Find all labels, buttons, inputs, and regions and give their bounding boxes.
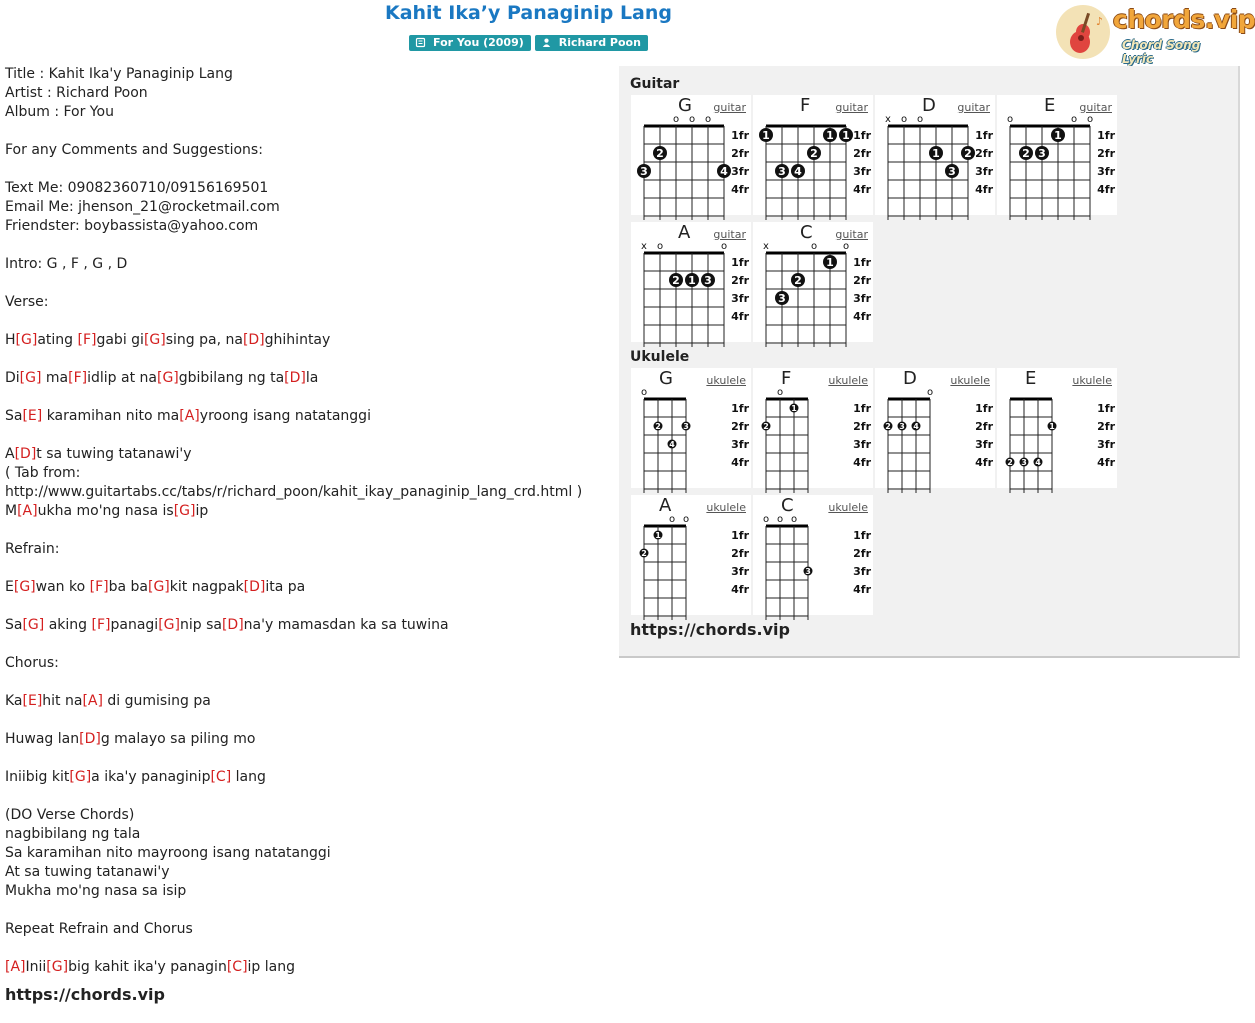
ukulele-chord-card-d[interactable]	[875, 368, 995, 488]
open-string-marker: o	[790, 514, 798, 525]
ukulele-chord-card-a[interactable]	[631, 495, 751, 615]
finger-number: 1	[826, 256, 834, 269]
finger-number: 3	[778, 165, 786, 178]
user-icon	[542, 38, 551, 47]
lyric-text: big kahit ika'y panagin	[68, 959, 227, 975]
lyric-text: nip sa	[179, 617, 222, 633]
fret-label: 2fr	[853, 274, 871, 287]
open-string-marker: o	[640, 387, 648, 398]
svg-text:♪: ♪	[1096, 15, 1104, 28]
fret-label: 3fr	[1097, 165, 1115, 178]
chord-marker[interactable]: [C]	[226, 959, 248, 975]
lyric-line	[5, 578, 605, 597]
finger-number: 3	[948, 165, 956, 178]
lyric-text: Sa	[5, 408, 23, 424]
chord-marker[interactable]: [F]	[68, 370, 88, 386]
chord-name: C	[800, 222, 813, 243]
lyric-line	[5, 768, 605, 787]
chord-marker[interactable]: [A]	[17, 503, 38, 519]
open-string-marker: o	[926, 387, 934, 398]
lyric-line	[5, 920, 605, 939]
fret-label: 4fr	[731, 310, 749, 323]
chord-marker[interactable]: [F]	[77, 332, 97, 348]
fret-label: 3fr	[1097, 438, 1115, 451]
fret-label: 4fr	[853, 456, 871, 469]
chord-marker[interactable]: [E]	[22, 408, 43, 424]
finger-number: 3	[704, 274, 712, 287]
lyric-text: ma	[41, 370, 69, 386]
chord-name: C	[781, 495, 794, 516]
fret-label: 4fr	[731, 456, 749, 469]
lyric-text: kit nagpak	[169, 579, 244, 595]
lyric-text: Sa	[5, 617, 23, 633]
fret-label: 3fr	[853, 292, 871, 305]
guitar-instrument-link[interactable]: guitar	[835, 228, 868, 241]
chord-marker[interactable]: [G]	[15, 332, 38, 348]
lyric-line	[5, 236, 605, 255]
lyric-text: a ika'y panaginip	[91, 769, 211, 785]
lyric-line	[5, 312, 605, 331]
muted-string-marker: x	[763, 241, 769, 252]
lyric-line	[5, 806, 605, 825]
lyric-line	[5, 958, 605, 977]
chord-marker[interactable]: [E]	[22, 693, 43, 709]
album-badge[interactable]	[409, 35, 531, 51]
lyric-line	[5, 711, 605, 730]
lyric-line	[5, 521, 605, 540]
chord-marker[interactable]: [A]	[5, 959, 26, 975]
fret-label: 1fr	[731, 129, 749, 142]
ukulele-instrument-link[interactable]: ukulele	[706, 501, 746, 514]
chord-name: D	[922, 95, 936, 116]
open-string-marker: o	[688, 114, 696, 125]
lyric-line	[5, 464, 605, 483]
fret-label: 1fr	[853, 256, 871, 269]
chord-marker[interactable]: [G]	[156, 370, 179, 386]
fret-label: 4fr	[1097, 456, 1115, 469]
song-title: Kahit Ika’y Panaginip Lang	[384, 2, 673, 24]
finger-number: 2	[964, 147, 972, 160]
finger-number: 1	[932, 147, 940, 160]
fret-label: 1fr	[853, 402, 871, 415]
ukulele-instrument-link[interactable]: ukulele	[828, 374, 868, 387]
finger-number: 1	[826, 129, 834, 142]
open-string-marker: o	[704, 114, 712, 125]
ukulele-instrument-link[interactable]: ukulele	[1072, 374, 1112, 387]
lyric-line	[5, 274, 605, 293]
lyric-text: Title : Kahit Ika'y Panaginip Lang	[5, 66, 233, 82]
fret-label: 3fr	[853, 565, 871, 578]
guitar-chord-card-a[interactable]	[631, 222, 751, 342]
guitar-chord-card-f[interactable]	[753, 95, 873, 215]
chord-marker[interactable]: [G]	[13, 579, 36, 595]
lyric-text: wan ko	[35, 579, 90, 595]
lyric-line	[5, 293, 605, 312]
fret-label: 4fr	[853, 583, 871, 596]
lyric-text: http://www.guitartabs.cc/tabs/r/richard_poon/kahit_ikay_panaginip_lang_crd.html )	[5, 484, 583, 500]
album-badge-label: For You (2009)	[433, 36, 524, 49]
lyric-text: Repeat Refrain and Chorus	[5, 921, 193, 937]
finger-number: 2	[655, 422, 661, 431]
lyric-text: Huwag lan	[5, 731, 80, 747]
fret-label: 1fr	[731, 529, 749, 542]
guitar-chord-card-c[interactable]	[753, 222, 873, 342]
lyric-text: ip	[195, 503, 209, 519]
ukulele-chord-card-e[interactable]	[997, 368, 1117, 488]
lyric-text: yroong isang natatanggi	[199, 408, 371, 424]
finger-number: 2	[641, 549, 647, 558]
chord-marker[interactable]: [G]	[148, 579, 170, 595]
ukulele-chord-card-c[interactable]	[753, 495, 873, 615]
fret-label: 1fr	[1097, 129, 1115, 142]
fret-label: 1fr	[731, 402, 749, 415]
fret-label: 3fr	[975, 165, 993, 178]
lyric-text: For any Comments and Suggestions:	[5, 142, 263, 158]
finger-number: 2	[794, 274, 802, 287]
lyric-text: di gumising pa	[102, 693, 211, 709]
lyric-text: M	[5, 503, 18, 519]
lyric-text: Email Me: jhenson_21@rocketmail.com	[5, 199, 280, 215]
fret-label: 1fr	[853, 529, 871, 542]
lyric-text: ( Tab from:	[5, 465, 81, 481]
guitar-instrument-link[interactable]: guitar	[957, 101, 990, 114]
lyric-text: karamihan nito ma	[42, 408, 180, 424]
finger-number: 4	[913, 422, 919, 431]
lyric-line	[5, 863, 605, 882]
chord-marker[interactable]: [A]	[82, 693, 103, 709]
lyric-text: ukha mo'ng nasa is	[37, 503, 174, 519]
lyric-text: Chorus:	[5, 655, 59, 671]
lyric-text: Mukha mo'ng nasa sa isip	[5, 883, 187, 899]
lyric-text: Inii	[25, 959, 47, 975]
fret-label: 1fr	[975, 402, 993, 415]
open-string-marker: o	[810, 241, 818, 252]
lyric-line	[5, 445, 605, 464]
chord-marker[interactable]: [F]	[89, 579, 109, 595]
lyric-line	[5, 198, 605, 217]
open-string-marker: o	[656, 241, 664, 252]
lyric-line	[5, 388, 605, 407]
lyric-line	[5, 160, 605, 179]
lyric-text: lang	[231, 769, 266, 785]
open-string-marker: o	[776, 387, 784, 398]
lyric-text: Artist : Richard Poon	[5, 85, 148, 101]
lyric-text: ita pa	[265, 579, 306, 595]
lyric-line	[5, 483, 605, 502]
lyric-text: Di	[5, 370, 20, 386]
open-string-marker: o	[916, 114, 924, 125]
finger-number: 3	[805, 567, 811, 576]
lyric-line	[5, 217, 605, 236]
lyrics-body	[5, 65, 605, 1004]
chord-name: E	[1044, 95, 1056, 116]
lyric-text: panagi	[110, 617, 159, 633]
artist-badge[interactable]	[535, 35, 648, 51]
lyric-text: Friendster: boybassista@yahoo.com	[5, 218, 259, 234]
lyric-text: ghihintay	[264, 332, 331, 348]
finger-number: 2	[763, 422, 769, 431]
finger-number: 4	[669, 440, 675, 449]
lyric-line	[5, 787, 605, 806]
lyric-line	[5, 84, 605, 103]
chord-marker[interactable]: [G]	[22, 617, 45, 633]
chord-marker[interactable]: [D]	[243, 579, 266, 595]
chord-marker[interactable]: [G]	[69, 769, 92, 785]
panel-site-url[interactable]: https://chords.vip	[630, 620, 790, 639]
chord-marker[interactable]: [D]	[14, 446, 37, 462]
lyric-line	[5, 65, 605, 84]
footer-site-url[interactable]: https://chords.vip	[5, 985, 165, 1004]
artist-badge-label: Richard Poon	[558, 36, 641, 49]
lyric-line	[5, 331, 605, 350]
finger-number: 1	[655, 531, 661, 540]
fret-label: 2fr	[1097, 420, 1115, 433]
logo-brand-text: chords.vip	[1113, 5, 1255, 34]
lyric-line	[5, 350, 605, 369]
lyric-line	[5, 255, 605, 274]
finger-number: 3	[1038, 147, 1046, 160]
lyric-text: sing pa, na	[165, 332, 243, 348]
lyric-line	[5, 426, 605, 445]
fret-label: 2fr	[731, 420, 749, 433]
guitar-logo-icon	[1056, 5, 1110, 59]
ukulele-instrument-link[interactable]: ukulele	[950, 374, 990, 387]
finger-number: 3	[683, 422, 689, 431]
fret-label: 2fr	[853, 547, 871, 560]
ukulele-chord-card-g[interactable]	[631, 368, 751, 488]
fret-label: 2fr	[853, 147, 871, 160]
chord-marker[interactable]: [A]	[179, 408, 200, 424]
finger-number: 1	[1049, 422, 1055, 431]
guitar-instrument-link[interactable]: guitar	[713, 101, 746, 114]
guitar-section-label: Guitar	[630, 76, 680, 92]
chord-marker[interactable]: [D]	[221, 617, 244, 633]
lyric-text: g malayo sa piling mo	[100, 731, 256, 747]
chord-marker[interactable]: [G]	[46, 959, 69, 975]
chord-name: E	[1025, 368, 1037, 389]
lyric-line	[5, 882, 605, 901]
chord-name: G	[678, 95, 692, 116]
fret-label: 2fr	[731, 274, 749, 287]
lyric-line	[5, 369, 605, 388]
lyric-text: A	[5, 446, 15, 462]
lyric-line	[5, 692, 605, 711]
fret-label: 2fr	[1097, 147, 1115, 160]
fret-label: 4fr	[731, 183, 749, 196]
guitar-chord-card-g[interactable]	[631, 95, 751, 215]
lyric-text: aking	[44, 617, 92, 633]
lyric-text: t sa tuwing tatanawi'y	[36, 446, 192, 462]
fret-label: 2fr	[731, 547, 749, 560]
fret-label: 3fr	[853, 165, 871, 178]
lyric-line	[5, 901, 605, 920]
open-string-marker: o	[900, 114, 908, 125]
lyric-text: Intro: G , F , G , D	[5, 256, 128, 272]
open-string-marker: o	[668, 514, 676, 525]
chord-name: G	[659, 368, 673, 389]
chord-marker[interactable]: [F]	[91, 617, 111, 633]
lyric-text: hit na	[42, 693, 83, 709]
lyric-text: Iniibig kit	[5, 769, 70, 785]
lyric-text: ba ba	[108, 579, 148, 595]
ukulele-instrument-link[interactable]: ukulele	[706, 374, 746, 387]
open-string-marker: o	[1006, 114, 1014, 125]
badge-row	[0, 35, 1057, 51]
finger-number: 3	[1021, 458, 1027, 467]
open-string-marker: o	[720, 241, 728, 252]
open-string-marker: o	[682, 514, 690, 525]
lyric-text: Verse:	[5, 294, 49, 310]
fret-label: 1fr	[1097, 402, 1115, 415]
lyric-line	[5, 597, 605, 616]
lyric-line	[5, 407, 605, 426]
lyric-line	[5, 141, 605, 160]
fret-label: 2fr	[731, 147, 749, 160]
open-string-marker: o	[762, 514, 770, 525]
guitar-chord-card-d[interactable]	[875, 95, 995, 215]
lyric-line	[5, 825, 605, 844]
guitar-instrument-link[interactable]: guitar	[835, 101, 868, 114]
muted-string-marker: x	[641, 241, 647, 252]
fret-label: 1fr	[853, 129, 871, 142]
lyric-text: Ka	[5, 693, 23, 709]
guitar-chord-card-e[interactable]	[997, 95, 1117, 215]
chord-name: A	[678, 222, 691, 243]
chord-name: F	[781, 368, 792, 389]
site-logo[interactable]	[1054, 3, 1255, 66]
finger-number: 1	[791, 404, 797, 413]
finger-number: 4	[1035, 458, 1041, 467]
lyric-text: Text Me: 09082360710/09156169501	[5, 180, 269, 196]
lyric-text: Sa karamihan nito mayroong isang natatanggi	[5, 845, 331, 861]
fret-label: 4fr	[853, 183, 871, 196]
lyric-text: (DO Verse Chords)	[5, 807, 135, 823]
lyric-text: ating	[37, 332, 78, 348]
lyric-text: gabi gi	[96, 332, 144, 348]
lyric-text: idlip at na	[87, 370, 157, 386]
ukulele-instrument-link[interactable]: ukulele	[828, 501, 868, 514]
lyric-line	[5, 103, 605, 122]
fret-label: 1fr	[731, 256, 749, 269]
finger-number: 2	[1007, 458, 1013, 467]
fret-label: 3fr	[731, 565, 749, 578]
fret-label: 3fr	[731, 292, 749, 305]
lyric-line	[5, 616, 605, 635]
lyric-line	[5, 559, 605, 578]
chord-name: D	[903, 368, 917, 389]
finger-number: 2	[656, 147, 664, 160]
fret-label: 4fr	[1097, 183, 1115, 196]
fret-label: 3fr	[853, 438, 871, 451]
chord-name: F	[800, 95, 811, 116]
finger-number: 1	[762, 129, 770, 142]
fret-label: 2fr	[975, 147, 993, 160]
lyric-text: H	[5, 332, 16, 348]
fret-label: 4fr	[853, 310, 871, 323]
book-icon	[416, 38, 425, 47]
chord-marker[interactable]: [G]	[19, 370, 42, 386]
lyric-text: nagbibilang ng tala	[5, 826, 141, 842]
finger-number: 4	[720, 165, 728, 178]
lyric-line	[5, 654, 605, 673]
finger-number: 1	[1054, 129, 1062, 142]
lyric-text: gbibilang ng ta	[178, 370, 285, 386]
ukulele-chord-card-f[interactable]	[753, 368, 873, 488]
finger-number: 3	[640, 165, 648, 178]
logo-tagline: Chord Song Lyric	[1122, 38, 1201, 66]
chord-marker[interactable]: [G]	[158, 617, 180, 633]
chord-marker[interactable]: [D]	[284, 370, 306, 386]
fret-label: 3fr	[731, 438, 749, 451]
lyric-text: la	[305, 370, 319, 386]
fret-label: 3fr	[975, 438, 993, 451]
finger-number: 2	[810, 147, 818, 160]
lyric-line	[5, 749, 605, 768]
fret-label: 1fr	[975, 129, 993, 142]
finger-number: 4	[794, 165, 802, 178]
chord-name: A	[659, 495, 672, 516]
guitar-instrument-link[interactable]: guitar	[713, 228, 746, 241]
lyric-line	[5, 502, 605, 521]
chord-marker[interactable]: [C]	[210, 769, 232, 785]
fret-label: 2fr	[975, 420, 993, 433]
muted-string-marker: x	[885, 114, 891, 125]
open-string-marker: o	[776, 514, 784, 525]
finger-number: 3	[899, 422, 905, 431]
lyric-text: Album : For You	[5, 104, 114, 120]
chord-marker[interactable]: [G]	[143, 332, 166, 348]
chord-marker[interactable]: [D]	[79, 731, 101, 747]
chord-diagrams-panel	[619, 66, 1240, 658]
finger-number: 2	[672, 274, 680, 287]
finger-number: 2	[885, 422, 891, 431]
guitar-instrument-link[interactable]: guitar	[1079, 101, 1112, 114]
fret-label: 4fr	[731, 583, 749, 596]
fret-label: 4fr	[975, 456, 993, 469]
open-string-marker: o	[1070, 114, 1078, 125]
lyric-line	[5, 844, 605, 863]
lyric-text: E	[5, 579, 14, 595]
lyric-line	[5, 635, 605, 654]
finger-number: 1	[842, 129, 850, 142]
lyric-text: ip lang	[247, 959, 295, 975]
open-string-marker: o	[842, 241, 850, 252]
chord-marker[interactable]: [G]	[173, 503, 196, 519]
finger-number: 2	[1022, 147, 1030, 160]
finger-number: 3	[778, 292, 786, 305]
fret-label: 3fr	[731, 165, 749, 178]
open-string-marker: o	[1086, 114, 1094, 125]
lyric-text: At sa tuwing tatanawi'y	[5, 864, 170, 880]
lyric-text: na'y mamasdan ka sa tuwina	[243, 617, 449, 633]
lyric-text: Refrain:	[5, 541, 60, 557]
fret-label: 2fr	[853, 420, 871, 433]
lyric-line	[5, 730, 605, 749]
lyric-line	[5, 939, 605, 958]
ukulele-section-label: Ukulele	[630, 349, 690, 365]
fret-label: 4fr	[975, 183, 993, 196]
lyric-line	[5, 122, 605, 141]
lyric-line	[5, 179, 605, 198]
lyric-line	[5, 540, 605, 559]
lyric-line	[5, 673, 605, 692]
chord-marker[interactable]: [D]	[242, 332, 265, 348]
open-string-marker: o	[672, 114, 680, 125]
finger-number: 1	[688, 274, 696, 287]
